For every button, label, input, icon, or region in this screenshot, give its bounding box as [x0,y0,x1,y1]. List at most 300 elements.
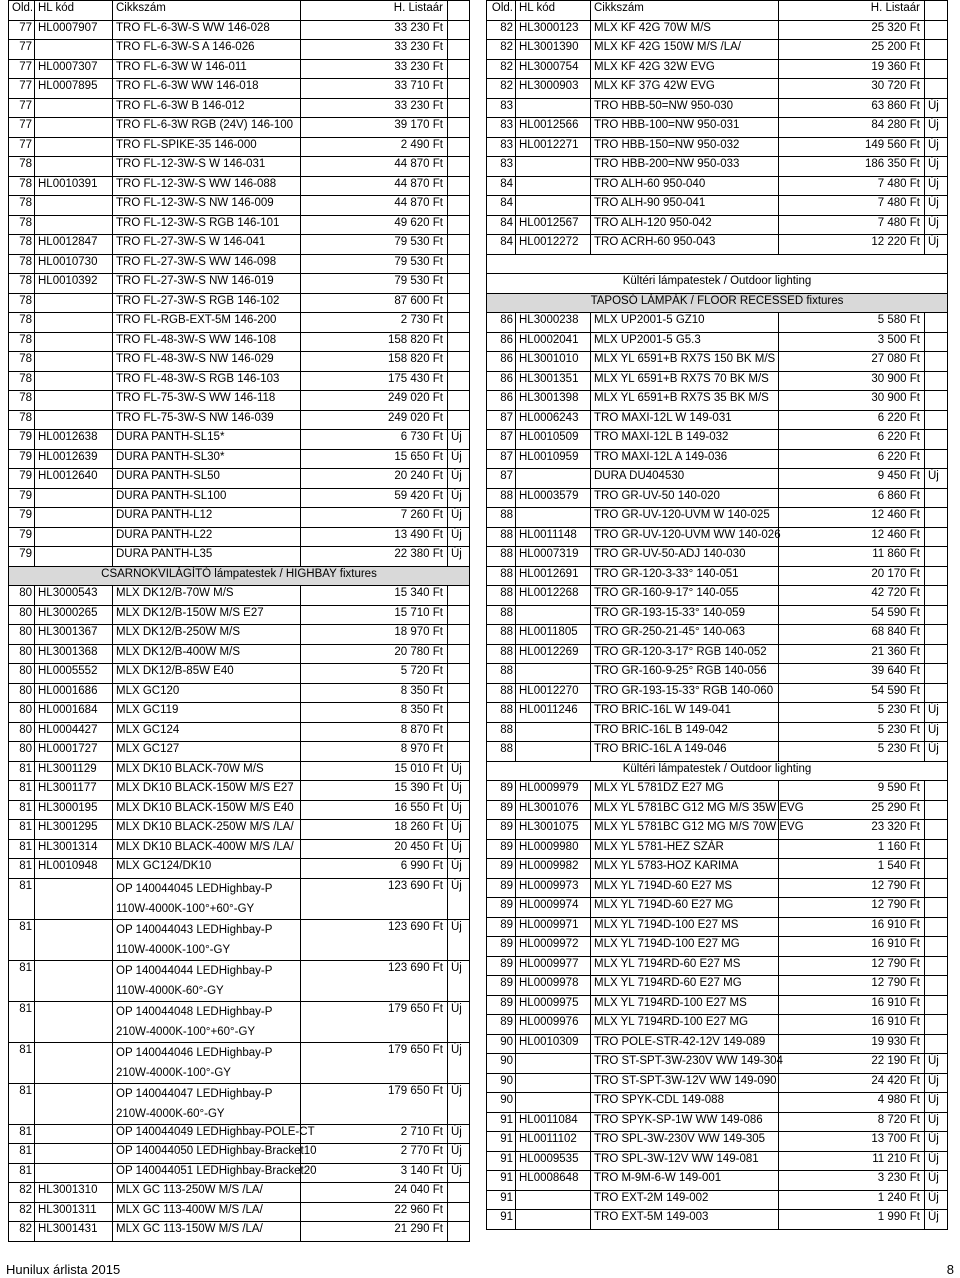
new-flag-cell: Új [448,820,470,840]
item-name-cell: MLX DK12/B-70W M/S [113,586,301,606]
hl-code-cell: HL3000903 [516,79,591,99]
new-flag-cell: Új [448,960,470,1001]
hl-code-cell [35,98,113,118]
table-row [9,820,470,840]
table-row [9,919,470,960]
table-row [9,449,470,469]
item-name-cell: TRO MAXI-12L A 149-036 [591,449,779,469]
hl-code-cell: HL0012639 [35,449,113,469]
price-cell: 1 240 Ft [779,1190,925,1210]
new-flag-cell: Új [925,742,948,762]
page-number-cell: 81 [9,878,35,919]
table-row [487,781,948,801]
price-cell: 6 860 Ft [779,488,925,508]
price-cell: 2 710 Ft [301,1124,448,1144]
page-number-cell: 91 [487,1132,516,1152]
header-old: Old. [9,1,35,21]
item-name-cell: TRO FL-6-3W-S WW 146-028 [113,20,301,40]
table-row [487,839,948,859]
new-flag-cell [925,79,948,99]
hl-code-cell: HL0008648 [516,1171,591,1191]
table-row [9,508,470,528]
new-flag-cell [925,313,948,333]
hl-code-cell: HL0001684 [35,703,113,723]
hl-code-cell [35,313,113,333]
left-price-table [8,0,470,1242]
hl-code-cell: HL0006243 [516,410,591,430]
new-flag-cell: Új [925,1132,948,1152]
new-flag-cell [925,878,948,898]
page-number-cell: 78 [9,293,35,313]
hl-code-cell: HL3001431 [35,1222,113,1242]
price-cell: 18 260 Ft [301,820,448,840]
hl-code-cell: HL0011102 [516,1132,591,1152]
page-number-cell: 89 [487,859,516,879]
new-flag-cell [925,332,948,352]
table-row [487,118,948,138]
item-name-cell: TRO GR-160-9-17° 140-055 [591,586,779,606]
item-name-cell: MLX GC 113-150W M/S /LA/ [113,1222,301,1242]
page-number-cell: 81 [9,839,35,859]
price-cell: 2 490 Ft [301,137,448,157]
price-cell: 25 320 Ft [779,20,925,40]
new-flag-cell: Új [925,469,948,489]
table-row [9,960,470,1001]
page-number-cell: 82 [487,40,516,60]
item-name-cell: MLX GC120 [113,683,301,703]
price-cell: 179 650 Ft [301,1083,448,1124]
table-row [487,1034,948,1054]
price-cell: 30 720 Ft [779,79,925,99]
price-cell: 42 720 Ft [779,586,925,606]
price-cell: 13 700 Ft [779,1132,925,1152]
item-name-cell: TRO FL-12-3W-S W 146-031 [113,157,301,177]
price-cell: 5 720 Ft [301,664,448,684]
hl-code-cell: HL3001368 [35,644,113,664]
table-row [487,1210,948,1230]
item-name-cell: TRO FL-75-3W-S WW 146-118 [113,391,301,411]
table-row [9,1144,470,1164]
table-row [487,449,948,469]
price-cell: 16 910 Ft [779,995,925,1015]
empty-row [487,254,948,274]
table-row [487,235,948,255]
table-row [487,547,948,567]
hl-code-cell: HL0001727 [35,742,113,762]
price-cell: 24 040 Ft [301,1183,448,1203]
new-flag-cell [448,196,470,216]
price-cell: 23 320 Ft [779,820,925,840]
page-number-cell: 88 [487,683,516,703]
hl-code-cell: HL0009973 [516,878,591,898]
price-cell: 123 690 Ft [301,878,448,919]
section-title: Kültéri lámpatestek / Outdoor lighting [487,274,948,294]
price-cell: 79 530 Ft [301,274,448,294]
table-row [9,488,470,508]
table-row [9,293,470,313]
hl-code-cell: HL0012640 [35,469,113,489]
new-flag-cell [925,40,948,60]
item-name-cell: MLX DK10 BLACK-70W M/S [113,761,301,781]
item-name-cell: MLX GC 113-250W M/S /LA/ [113,1183,301,1203]
new-flag-cell [448,625,470,645]
page-number-cell: 82 [9,1202,35,1222]
new-flag-cell: Új [448,1124,470,1144]
item-name-cell: MLX DK12/B-250W M/S [113,625,301,645]
hl-code-cell: HL0012268 [516,586,591,606]
table-row [9,469,470,489]
item-name-cell: OP 140044051 LEDHighbay-Bracket20 [113,1163,301,1183]
hl-code-cell [516,469,591,489]
new-flag-cell [925,820,948,840]
hl-code-cell [35,196,113,216]
item-name-cell: DURA PANTH-L22 [113,527,301,547]
hl-code-cell: HL3000754 [516,59,591,79]
page-number-cell: 87 [487,430,516,450]
page-number-cell: 83 [487,118,516,138]
page-number-cell: 80 [9,586,35,606]
hl-code-cell: HL3000238 [516,313,591,333]
item-name-cell: MLX KF 42G 32W EVG [591,59,779,79]
page-number-cell: 88 [487,527,516,547]
table-row [487,1054,948,1074]
item-name-cell: TRO EXT-2M 149-002 [591,1190,779,1210]
price-cell: 16 910 Ft [779,1015,925,1035]
hl-code-cell: HL0011246 [516,703,591,723]
table-row [487,586,948,606]
price-cell: 3 230 Ft [779,1171,925,1191]
new-flag-cell [448,1183,470,1203]
price-cell: 3 140 Ft [301,1163,448,1183]
new-flag-cell: Új [925,1112,948,1132]
table-row [487,625,948,645]
table-row [487,820,948,840]
page-number-cell: 89 [487,917,516,937]
table-row [9,118,470,138]
table-row [487,995,948,1015]
page-number-cell: 88 [487,488,516,508]
price-cell: 8 870 Ft [301,722,448,742]
price-cell: 21 360 Ft [779,644,925,664]
price-cell: 249 020 Ft [301,410,448,430]
hl-code-cell [35,410,113,430]
page-number-cell: 78 [9,410,35,430]
price-cell: 12 790 Ft [779,898,925,918]
hl-code-cell [35,352,113,372]
new-flag-cell [925,839,948,859]
new-flag-cell [925,995,948,1015]
new-flag-cell: Új [925,1171,948,1191]
price-cell: 123 690 Ft [301,960,448,1001]
price-cell: 8 970 Ft [301,742,448,762]
price-cell: 25 290 Ft [779,800,925,820]
page-number: 8 [946,1262,954,1277]
hl-code-cell: HL0012847 [35,235,113,255]
page-number-cell: 82 [9,1222,35,1242]
hl-code-cell: HL3001398 [516,391,591,411]
table-row [487,1171,948,1191]
hl-code-cell: HL0009978 [516,976,591,996]
page-number-cell: 87 [487,449,516,469]
hl-code-cell: HL3000123 [516,20,591,40]
price-cell: 249 020 Ft [301,391,448,411]
new-flag-cell [925,683,948,703]
new-flag-cell: Új [925,1093,948,1113]
new-flag-cell: Új [925,1073,948,1093]
hl-code-cell [516,664,591,684]
table-row [487,313,948,333]
header-row [487,1,948,21]
page-number-cell: 80 [9,625,35,645]
item-name-cell: TRO GR-193-15-33° 140-059 [591,605,779,625]
hl-code-cell: HL3001351 [516,371,591,391]
hl-code-cell [516,742,591,762]
item-name-cell: TRO ACRH-60 950-043 [591,235,779,255]
header-item-number: Cikkszám [591,1,779,21]
new-flag-cell [448,683,470,703]
table-row [9,332,470,352]
new-flag-cell [448,157,470,177]
item-name-cell: TRO ST-SPT-3W-230V WW 149-304 [591,1054,779,1074]
page-number-cell: 90 [487,1034,516,1054]
table-row [487,508,948,528]
item-name-cell: DURA PANTH-SL30* [113,449,301,469]
table-row [9,98,470,118]
table-row [9,625,470,645]
item-name-cell: TRO FL-48-3W-S NW 146-029 [113,352,301,372]
price-cell: 68 840 Ft [779,625,925,645]
new-flag-cell [448,722,470,742]
page-number-cell: 80 [9,644,35,664]
new-flag-cell: Új [925,196,948,216]
table-row [9,878,470,919]
item-name-cell: MLX GC127 [113,742,301,762]
table-row [9,40,470,60]
new-flag-cell: Új [448,508,470,528]
item-name-cell: TRO FL-RGB-EXT-5M 146-200 [113,313,301,333]
table-row [487,722,948,742]
item-name-cell: MLX YL 7194D-60 E27 MG [591,898,779,918]
page-number-cell: 88 [487,722,516,742]
table-row [9,254,470,274]
table-row [487,683,948,703]
item-name-cell: OP 140044044 LEDHighbay-P 110W-4000K-60°-GY [113,960,301,1001]
hl-code-cell: HL3001295 [35,820,113,840]
header-list-price: H. Listaár [301,1,448,21]
hl-code-cell [35,547,113,567]
page-number-cell: 77 [9,118,35,138]
page-number-cell: 78 [9,215,35,235]
section-title: TAPOSÓ LÁMPÁK / FLOOR RECESSED fixtures [487,293,948,313]
hl-code-cell: HL0009971 [516,917,591,937]
page-number-cell: 91 [487,1112,516,1132]
new-flag-cell: Új [925,722,948,742]
price-cell: 79 530 Ft [301,254,448,274]
page-number-cell: 89 [487,800,516,820]
table-row [9,215,470,235]
new-flag-cell [925,488,948,508]
page-number-cell: 86 [487,371,516,391]
hl-code-cell: HL3000543 [35,586,113,606]
price-cell: 24 420 Ft [779,1073,925,1093]
table-row [9,196,470,216]
hl-code-cell: HL0011148 [516,527,591,547]
new-flag-cell [448,20,470,40]
new-flag-cell: Új [448,919,470,960]
new-flag-cell [925,800,948,820]
table-row [487,79,948,99]
new-flag-cell: Új [925,1190,948,1210]
new-flag-cell: Új [448,1144,470,1164]
page-number-cell: 81 [9,960,35,1001]
page-number-cell: 79 [9,469,35,489]
new-flag-cell [448,1202,470,1222]
page-number-cell: 78 [9,196,35,216]
price-cell: 8 350 Ft [301,703,448,723]
price-cell: 16 910 Ft [779,937,925,957]
price-cell: 16 910 Ft [779,917,925,937]
page-number-cell: 88 [487,566,516,586]
item-name-cell: TRO FL-27-3W-S NW 146-019 [113,274,301,294]
price-cell: 179 650 Ft [301,1001,448,1042]
hl-code-cell: HL3001314 [35,839,113,859]
table-row [487,137,948,157]
new-flag-cell [448,352,470,372]
page-number-cell: 89 [487,956,516,976]
item-name-cell: OP 140044049 LEDHighbay-POLE-CT [113,1124,301,1144]
price-cell: 22 960 Ft [301,1202,448,1222]
price-cell: 158 820 Ft [301,332,448,352]
table-row [487,1190,948,1210]
page-number-cell: 79 [9,547,35,567]
price-cell: 25 200 Ft [779,40,925,60]
new-flag-cell [448,254,470,274]
item-name-cell: TRO MAXI-12L B 149-032 [591,430,779,450]
page-number-cell: 91 [487,1171,516,1191]
page-number-cell: 78 [9,235,35,255]
item-name-cell: MLX DK12/B-85W E40 [113,664,301,684]
page-number-cell: 89 [487,878,516,898]
price-cell: 7 480 Ft [779,215,925,235]
new-flag-cell [925,508,948,528]
page-number-cell: 82 [9,1183,35,1203]
table-row [487,1073,948,1093]
hl-code-cell [35,1124,113,1144]
price-cell: 16 550 Ft [301,800,448,820]
table-row [487,332,948,352]
item-name-cell: TRO FL-6-3W-S A 146-026 [113,40,301,60]
new-flag-cell: Új [925,215,948,235]
page-number-cell: 88 [487,703,516,723]
table-row [487,605,948,625]
item-name-cell: TRO FL-6-3W RGB (24V) 146-100 [113,118,301,138]
price-cell: 18 970 Ft [301,625,448,645]
hl-code-cell [516,1190,591,1210]
new-flag-cell: Új [448,1001,470,1042]
item-name-cell: MLX YL 5781BC G12 MG M/S 70W EVG [591,820,779,840]
item-name-cell: TRO GR-250-21-45° 140-063 [591,625,779,645]
item-name-cell: MLX GC124 [113,722,301,742]
header-item-number: Cikkszám [113,1,301,21]
price-cell: 33 230 Ft [301,59,448,79]
table-row [9,1124,470,1144]
page-number-cell: 80 [9,703,35,723]
price-cell: 20 240 Ft [301,469,448,489]
item-name-cell: MLX YL 7194RD-60 E27 MS [591,956,779,976]
table-row [9,664,470,684]
page-number-cell: 81 [9,919,35,960]
page-number-cell: 90 [487,1093,516,1113]
price-cell: 30 900 Ft [779,371,925,391]
header-list-price: H. Listaár [779,1,925,21]
item-name-cell: MLX YL 5781-HEZ SZÁR [591,839,779,859]
table-row [487,644,948,664]
hl-code-cell: HL0012272 [516,235,591,255]
price-cell: 27 080 Ft [779,352,925,372]
table-row [9,391,470,411]
new-flag-cell [925,566,948,586]
price-cell: 33 230 Ft [301,98,448,118]
page-number-cell: 88 [487,605,516,625]
table-row [9,781,470,801]
price-cell: 123 690 Ft [301,919,448,960]
hl-code-cell: HL0009979 [516,781,591,801]
item-name-cell: TRO FL-12-3W-S RGB 146-101 [113,215,301,235]
hl-code-cell: HL0009977 [516,956,591,976]
price-cell: 7 480 Ft [779,196,925,216]
page-number-cell: 80 [9,664,35,684]
table-row [9,137,470,157]
price-cell: 6 220 Ft [779,410,925,430]
item-name-cell: TRO FL-75-3W-S NW 146-039 [113,410,301,430]
item-name-cell: OP 140044046 LEDHighbay-P 210W-4000K-100°-GY [113,1042,301,1083]
new-flag-cell [925,586,948,606]
item-name-cell: TRO HBB-200=NW 950-033 [591,157,779,177]
item-name-cell: TRO BRIC-16L W 149-041 [591,703,779,723]
item-name-cell: MLX YL 5783-HOZ KARIMA [591,859,779,879]
new-flag-cell: Új [925,235,948,255]
page-number-cell: 89 [487,820,516,840]
page-number-cell: 83 [487,157,516,177]
page-number-cell: 89 [487,995,516,1015]
header-old: Old. [487,1,516,21]
page-number-cell: 77 [9,59,35,79]
new-flag-cell [448,215,470,235]
table-row [9,1042,470,1083]
price-cell: 6 730 Ft [301,430,448,450]
page-number-cell: 78 [9,157,35,177]
page-number-cell: 81 [9,761,35,781]
new-flag-cell [925,859,948,879]
price-cell: 1 990 Ft [779,1210,925,1230]
page-number-cell: 81 [9,820,35,840]
item-name-cell: MLX DK10 BLACK-150W M/S E40 [113,800,301,820]
item-name-cell: TRO M-9M-6-W 149-001 [591,1171,779,1191]
page-number-cell: 88 [487,508,516,528]
page-number-cell: 88 [487,644,516,664]
table-row [487,176,948,196]
item-name-cell: TRO ALH-60 950-040 [591,176,779,196]
item-name-cell: TRO FL-48-3W-S RGB 146-103 [113,371,301,391]
item-name-cell: MLX YL 6591+B RX7S 35 BK M/S [591,391,779,411]
section-header-row [487,761,948,781]
hl-code-cell: HL3001075 [516,820,591,840]
hl-code-cell: HL0012271 [516,137,591,157]
new-flag-cell: Új [448,878,470,919]
new-flag-cell: Új [448,839,470,859]
table-row [9,644,470,664]
table-row [9,605,470,625]
